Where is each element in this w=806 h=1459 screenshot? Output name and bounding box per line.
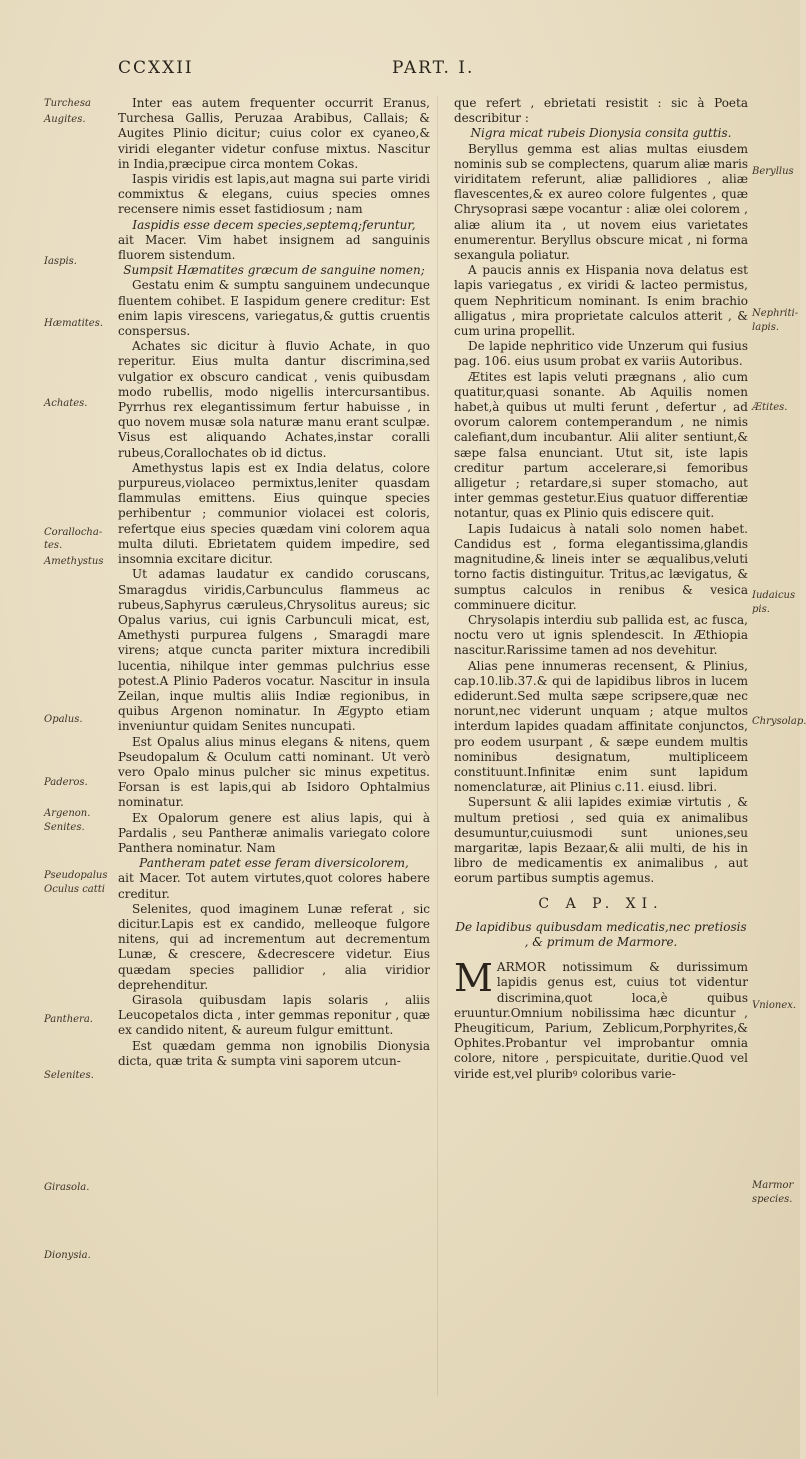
column-gutter xyxy=(437,96,438,1396)
margin-note: pis. xyxy=(752,604,770,615)
margin-note: Beryllus xyxy=(752,166,794,177)
paragraph: Ut adamas laudatur ex candido coruscans, Smaragdus viridis,Carbunculus flammeus ac rubeus,Saphyrus cæruleus,Chrysolitus aureus; sic Opalus varius, cui ignis Carbunculi micat, est, Amethysti purpurea fulgens , Smaragdi mare virens; atque cuncta pariter mixtura incredibili lucentia, nihilque inter gemmas pulchrius esse potest.A Plinio Paderos vocatur. Nascitur in insula Zeilan, inque multis aliis Indiæ regionibus, in quibus Argenon nominatur. In Ægypto etiam inveniuntur quidam Senites nuncupati. xyxy=(118,567,430,734)
margin-note: Nephriti- xyxy=(752,308,799,319)
chapter-heading: C A P. XI. xyxy=(538,895,664,912)
verse-line: Iaspidis esse decem species,septemq;feruntur, xyxy=(132,217,416,232)
margin-note: Vnionex. xyxy=(752,1000,797,1011)
right-column xyxy=(454,96,748,1082)
paragraph: ait Macer. Vim habet insignem ad sanguinis fluorem sistendum. xyxy=(118,232,430,263)
margin-note: Selenites. xyxy=(44,1070,94,1081)
margin-note: Turchesa xyxy=(44,98,91,109)
paragraph: Selenites, quod imaginem Lunæ referat , sic dicitur.Lapis est ex candido, melleoque fulgore nitens, qui ad incrementum aut decrementum Lunæ, & crescere, &decrescere videtur. Eius quædam species pallidior , alia viridior deprehenditur. xyxy=(118,901,430,992)
margin-note: Oculus catti xyxy=(44,884,105,895)
page-header xyxy=(0,58,800,88)
paragraph: Beryllus gemma est alias multas eiusdem nominis sub se complectens, quarum aliæ maris viriditatem referunt, aliæ pallidiores , aliæ flavescentes,& ex aureo colore fulgentes , quæ Chrysoprasi sæpe vocantur : aliæ olei colorem , aliæ alium ita , ut novem eius varietates enumerentur. Beryllus obscure micat , ni forma sexangula poliatur. xyxy=(454,141,748,263)
paragraph: Amethystus lapis est ex India delatus, colore purpureus,violaceo permixtus,leniter quasdam flammulas emittens. Eius quinque species perhibentur ; communior violacei est coloris, refertque eius species quædam vini colorem aqua multa diluti. Ebrietatem quidem impedire, sed insomnia excitare dicitur. xyxy=(118,460,430,567)
paragraph: Girasola quibusdam lapis solaris , aliis Leucopetalos dicta , inter gemmas reponitur , quæ ex candido nitent, & aureum fulgur emittunt. xyxy=(118,992,430,1038)
paragraph: Inter eas autem frequenter occurrit Eranus, Turchesa Gallis, Peruzaa Arabibus, Callais; & Augites Plinio dicitur; cuius color ex cyaneo,& viridi eleganter videtur confuse mixtus. Nascitur in India,præcipue circa montem Cokas. xyxy=(118,96,430,171)
part-label: PART. I. xyxy=(392,58,475,78)
margin-note: Pseudopalus xyxy=(44,870,108,881)
margin-note: Corallocha- xyxy=(44,527,103,538)
chapter-first-paragraph xyxy=(454,956,748,1082)
margin-note: Iaspis. xyxy=(44,256,77,267)
paragraph: A paucis annis ex Hispania nova delatus est lapis variegatus , ex viridi & lacteo permistus, quem Nephriticum nominant. Is enim brachio alligatus , mira proprietate calculos atterit , & cum urina propellit. xyxy=(454,263,748,339)
paragraph: que refert , ebrietati resistit : sic à Poeta describitur : xyxy=(454,96,748,126)
margin-note: Hæmatites. xyxy=(44,318,104,329)
paragraph: Ætites est lapis veluti prægnans , alio cum quatitur,quasi sonante. Ab Aquilis nomen habet,à quibus ut multi ferunt , defertur , ad ovorum calorem contemperandum , ne nimis calefiant,dum incubantur. Alii aliter sentiunt,& sæpe falsa enunciant. Utut sit, iste lapis creditur partum accelerare,si femoribus alligetur ; retardare,si super stomacho, aut inter gemmas gestetur.Eius quatuor differentiæ notantur, quas ex Plinio quis ediscere quit. xyxy=(454,369,748,521)
chapter-text: ARMOR notissimum & durissimum lapidis genus est, cuius tot videntur discrimina,quot loca,è quibus eruuntur.Omnium nobilissima hæc dicuntur , Pheugiticum, Parium, Zeblicum,Porphyrites,& Ophites.Probantur vel improbantur omnia colore, nitore , perspicuitate, duritie.Quod vel viride est,vel pluribꝰ coloribus varie- xyxy=(454,960,748,1081)
paragraph: Est quædam gemma non ignobilis Dionysia dicta, quæ trita & sumpta vini saporem utcun- xyxy=(118,1038,430,1068)
verse-line: Pantheram patet esse feram diversicolorem, xyxy=(139,856,409,871)
margin-note: Girasola. xyxy=(44,1182,90,1193)
paragraph: ait Macer. Tot autem virtutes,quot colores habere creditur. xyxy=(118,871,430,901)
margin-note: Augites. xyxy=(44,114,86,125)
margin-note: Ætites. xyxy=(752,402,788,413)
drop-cap: M xyxy=(454,956,493,1001)
margin-note: lapis. xyxy=(752,322,780,333)
margin-note: species. xyxy=(752,1194,793,1205)
left-column xyxy=(118,96,430,1069)
paragraph: Gestatu enim & sumptu sanguinem undecunque fluentem cohibet. E Iaspidum genere creditur: Est enim lapis virescens, variegatus,& guttis cruentis conspersus. xyxy=(118,278,430,339)
paragraph: Chrysolapis interdiu sub pallida est, ac fusca, noctu vero ut ignis splendescit. In Æthiopia nascitur.Rarissime tamen ad nos devehitur. xyxy=(454,612,748,658)
margin-note: Opalus. xyxy=(44,714,83,725)
paragraph: Alias pene innumeras recensent, & Plinius, cap.10.lib.37.& qui de lapidibus libros in lucem ediderunt.Sed multa sæpe scripsere,quæ nec norunt,nec viderunt unquam ; atque multos interdum lapides quadam affinitate conjunctos, pro eodem usurpant , & sæpe eundem multis nominibus designatum, multipliceem constituunt.Infinitæ enim sunt lapidum nomenclaturæ, ait Plinius c.11. eiusd. libri. xyxy=(454,658,748,795)
paragraph: Est Opalus alius minus elegans & nitens, quem Pseudopalum & Oculum catti nominant. Ut verò vero Opalo minus pulcher sic minus expetitus. Forsan is est lapis,qui ab Isidoro Ophtalmius nominatur. xyxy=(118,734,430,810)
margin-note: Achates. xyxy=(44,398,88,409)
margin-note: Dionysia. xyxy=(44,1250,91,1261)
paragraph: Iaspis viridis est lapis,aut magna sui parte viridi commixtus & elegans, cuius species omnes recensere nimis esset fastidiosum ; nam xyxy=(118,172,430,217)
margin-note: Argenon. xyxy=(44,808,91,819)
margin-note: Chrysolap. xyxy=(752,716,806,727)
margin-note: Senites. xyxy=(44,822,85,833)
paragraph: Lapis Iudaicus à natali solo nomen habet. Candidus est , forma elegantissima,glandis magnitudine,& lineis inter se æqualibus,veluti torno factis distinguitur. Tritus,ac lævigatus, & sumptus calculos in renibus & vesica comminuere dicitur. xyxy=(454,521,748,612)
margin-note: Iudaicus xyxy=(752,590,796,601)
verse-line: Nigra micat rubeis Dionysia consita guttis. xyxy=(470,126,732,141)
paragraph: De lapide nephritico vide Unzerum qui fusius pag. 106. eius usum probat ex variis Autoribus. xyxy=(454,339,748,369)
margin-note: tes. xyxy=(44,540,63,551)
page-number: CCXXII xyxy=(118,58,194,78)
chapter-subtitle: De lapidibus quibusdam medicatis,nec pretiosis , & primum de Marmore. xyxy=(455,919,747,949)
margin-note: Amethystus xyxy=(44,556,104,567)
paragraph: Ex Opalorum genere est alius lapis, qui à Pardalis , seu Pantheræ animalis variegato colore Panthera nominatur. Nam xyxy=(118,810,430,855)
verse-line: Sumpsit Hæmatites græcum de sanguine nomen; xyxy=(123,263,425,278)
paragraph: Supersunt & alii lapides eximiæ virtutis , & multum pretiosi , sed quia ex animalibus desumuntur,cuiusmodi sunt uniones,seu margaritæ, lapis Bezaar,& alii multi, de his in libro de medicamentis ex animalibus , aut eorum partibus sumptis agemus. xyxy=(454,795,748,886)
margin-note: Marmor xyxy=(752,1180,794,1191)
margin-note: Paderos. xyxy=(44,777,88,788)
margin-note: Panthera. xyxy=(44,1014,93,1025)
paragraph: Achates sic dicitur à fluvio Achate, in quo reperitur. Eius multa dantur discrimina,sed vulgatior ex obscuro candicat , venis quibusdam modo rubellis, modo nigellis intercursantibus. Pyrrhus rex elegantissimum fertur habuisse , in quo novem musæ sola naturæ manu erant sculpæ. Visus est aliquando Achates,instar coralli rubeus,Corallochates ob id dictus. xyxy=(118,339,430,460)
